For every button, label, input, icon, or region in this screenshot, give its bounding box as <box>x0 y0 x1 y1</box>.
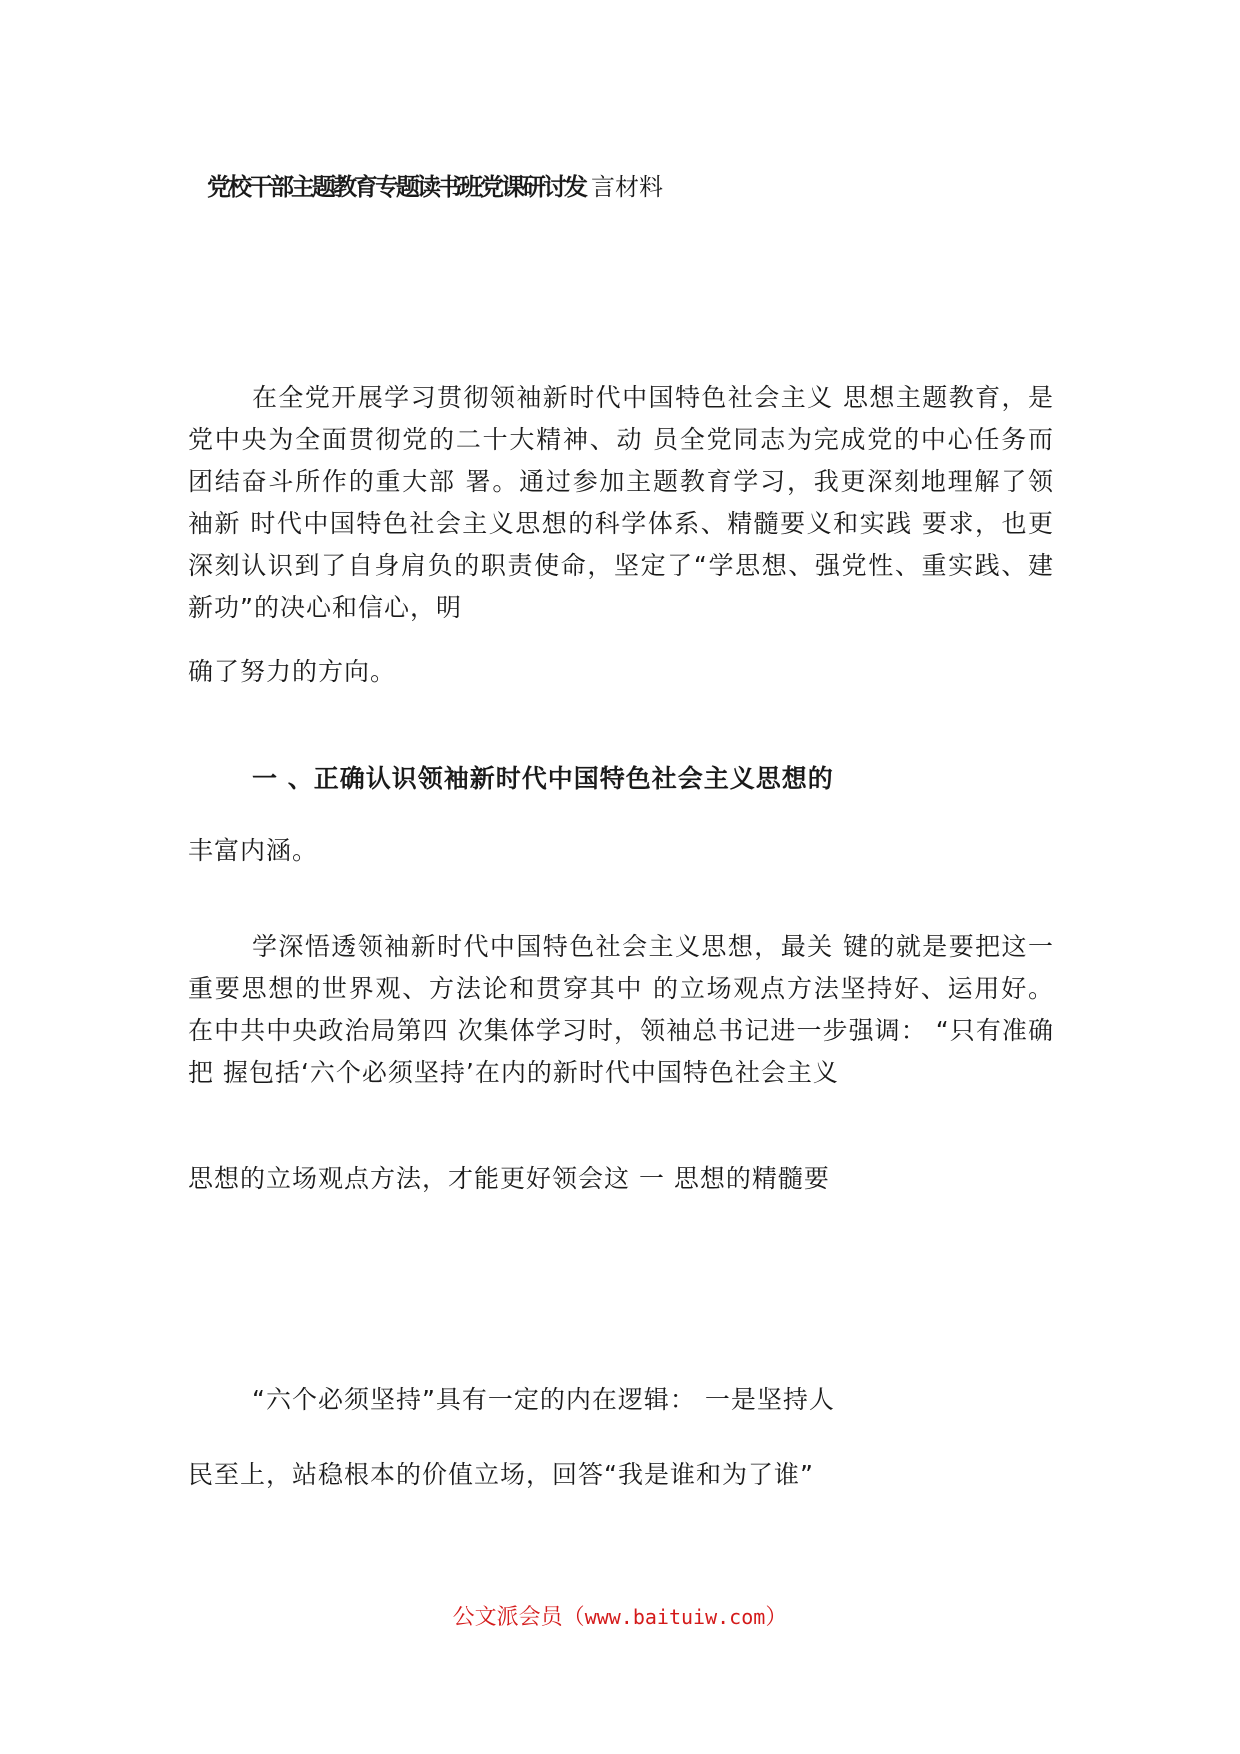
paragraph-intro: 在全党开展学习贯彻领袖新时代中国特色社会主义 思想主题教育，是党中央为全面贯彻党的二十大精神、动 员全党同志为完成党的中心任务而团结奋斗所作的重大部 署。通过参加主题教育学习，我更深刻地理解了领袖新 时代中国特色社会主义思想的科学体系、精髓要义和实践 要求，也更深刻认识到了自身肩负的职责使命，坚定了“学思想、强党性、重实践、建新功”的决心和信心，明 <box>188 383 1054 622</box>
title-main: 党校干部主题教育专题读书班党课研讨发 <box>207 173 585 201</box>
paragraph-intro-end: 确了努力的方向。 <box>188 657 397 686</box>
section-heading-1: 一 、正确认识领袖新时代中国特色社会主义思想的 <box>252 764 834 793</box>
footer-close: ） <box>765 1605 788 1630</box>
section-heading-1-continued: 丰富内涵。 <box>188 836 319 865</box>
title-tail: 言材料 <box>591 173 663 201</box>
footer-url[interactable]: www.baituiw.com <box>584 1605 766 1629</box>
paragraph-key-points-end: 思想的立场观点方法，才能更好领会这 一 思想的精髓要 <box>188 1164 830 1193</box>
paragraph-key-points: 学深悟透领袖新时代中国特色社会主义思想，最关 键的就是要把这一 重要思想的世界观、方法论和贯穿其中 的立场观点方法坚持好、运用好。在中共中央政治局第四 次集体学习时，领袖总书记进一步强调： “只有准确把 握包括‘六个必须坚持’在内的新时代中国特色社会主义 <box>188 932 1054 1087</box>
document-title <box>207 170 663 204</box>
footer-label: 公文派会员（ <box>452 1605 585 1630</box>
paragraph-six-musts-end: 民至上，站稳根本的价值立场，回答“我是谁和为了谁” <box>188 1460 814 1489</box>
paragraph-six-musts: “六个必须坚持”具有一定的内在逻辑： 一是坚持人 <box>252 1385 835 1414</box>
footer-watermark <box>0 1602 1240 1633</box>
